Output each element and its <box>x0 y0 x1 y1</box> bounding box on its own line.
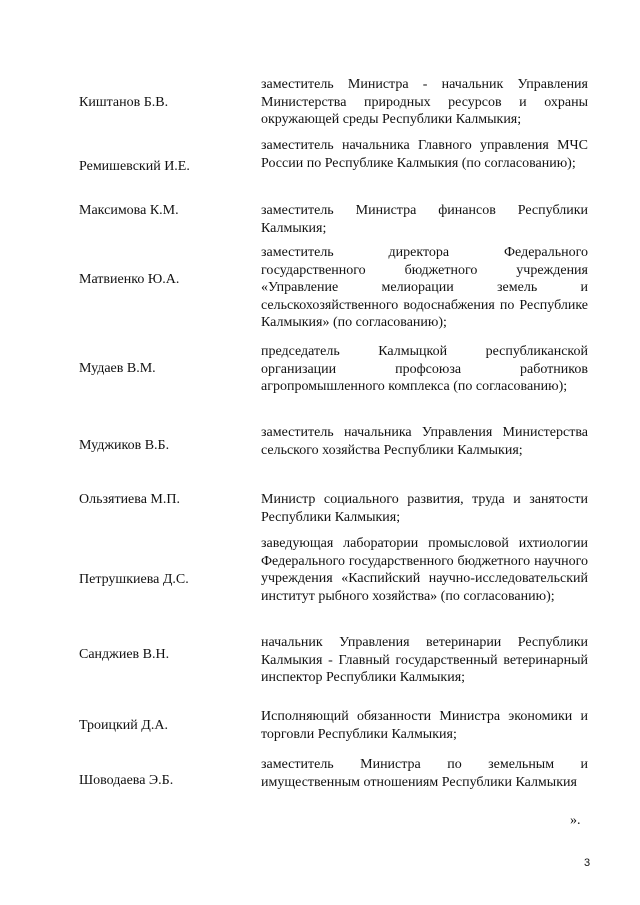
member-position: начальник Управления ветеринарии Республики Калмыкия - Главный государственный ветеринарный инспектор Республики Калмыкия; <box>261 635 588 685</box>
member-name: Ремишевский И.Е. <box>79 159 190 174</box>
member-position: заместитель начальника Управления Министерства сельского хозяйства Республики Калмыкия; <box>261 425 588 458</box>
member-name: Мудаев В.М. <box>79 361 156 376</box>
member-position: Министр социального развития, труда и занятости Республики Калмыкия; <box>261 492 588 525</box>
member-name: Муджиков В.Б. <box>79 438 170 453</box>
member-name: Петрушкиева Д.С. <box>79 572 189 587</box>
member-name: Шоводаева Э.Б. <box>79 773 174 788</box>
member-position: заместитель начальника Главного управления МЧС России по Республике Калмыкия (по согласованию); <box>261 138 588 171</box>
member-name: Матвиенко Ю.А. <box>79 272 180 287</box>
member-position: заместитель Министра финансов Республики Калмыкия; <box>261 203 588 236</box>
member-name: Троицкий Д.А. <box>79 718 168 733</box>
page-number: 3 <box>584 857 591 869</box>
member-name: Максимова К.М. <box>79 203 179 218</box>
member-name: Ользятиева М.П. <box>79 492 180 507</box>
member-position: заведующая лаборатории промысловой ихтиологии Федерального государственного бюджетного научного учреждения «Каспийский научно-исследовательский институт рыбного хозяйства» (по согласованию); <box>261 536 588 604</box>
closing-quote: ». <box>570 813 581 828</box>
member-position: заместитель директора Федерального государственного бюджетного учреждения «Управление мелиорации земель и сельскохозяйственного водоснабжения по Республике Калмыкия» (по согласованию); <box>261 245 588 330</box>
member-name: Санджиев В.Н. <box>79 647 170 662</box>
member-name: Киштанов Б.В. <box>79 95 169 110</box>
member-position: заместитель Министра по земельным и имущественным отношениям Республики Калмыкия <box>261 757 588 790</box>
member-position: Исполняющий обязанности Министра экономики и торговли Республики Калмыкия; <box>261 709 588 742</box>
member-position: председатель Калмыцкой республиканской организации профсоюза работников агропромышленного комплекса (по согласованию); <box>261 344 588 394</box>
member-position: заместитель Министра - начальник Управления Министерства природных ресурсов и охраны окружающей среды Республики Калмыкия; <box>261 77 588 127</box>
